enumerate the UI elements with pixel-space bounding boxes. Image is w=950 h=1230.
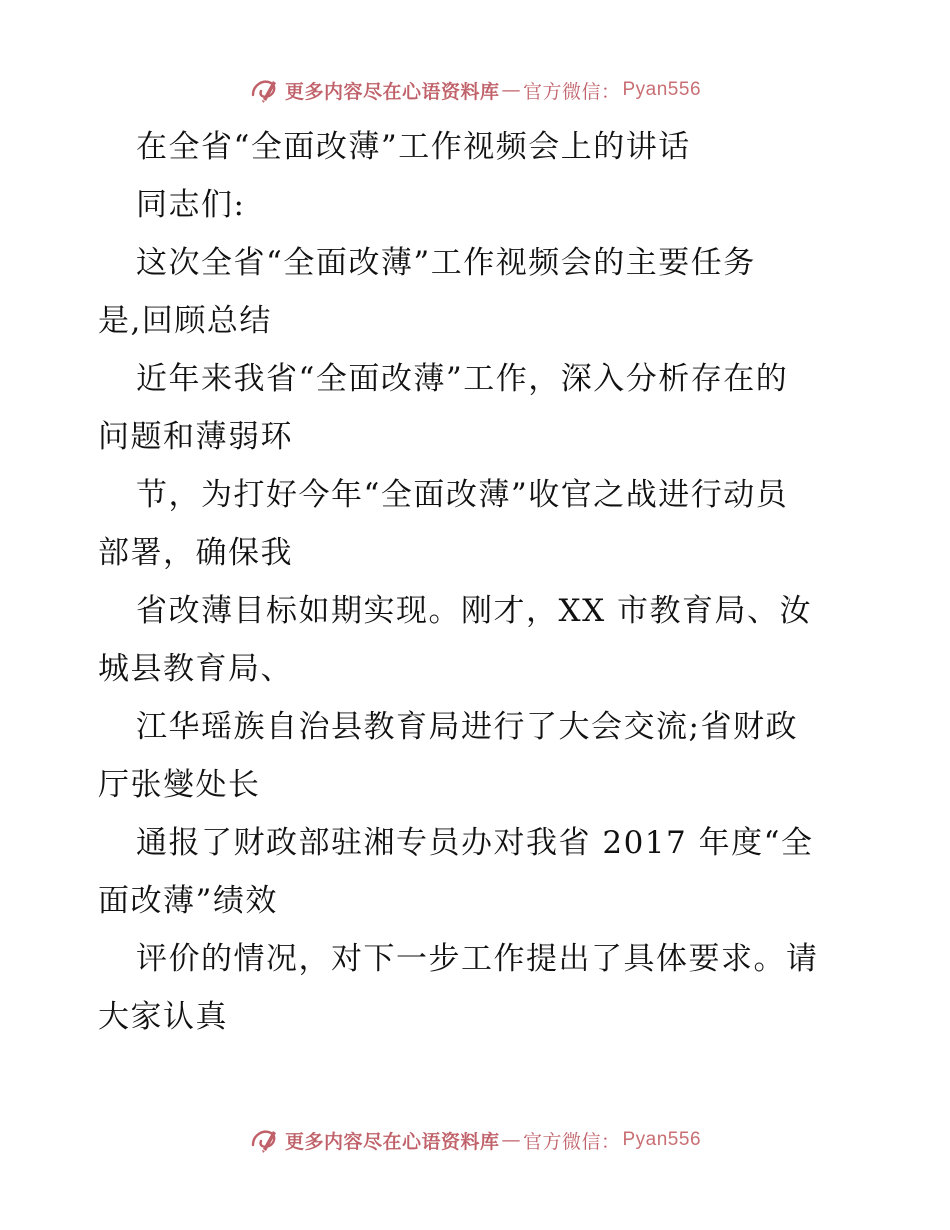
paragraph-line: 节，为打好今年“全面改薄”收官之战进行动员 bbox=[136, 477, 789, 513]
watermark-main-text: 更多内容尽在心语资料库 bbox=[284, 1130, 500, 1153]
watermark-main-text: 更多内容尽在心语资料库 bbox=[284, 80, 500, 103]
watermark-wechat-id: Pyan556 bbox=[622, 1129, 702, 1150]
paragraph-line: 面改薄”绩效 bbox=[98, 883, 278, 919]
paragraph-line: 大家认真 bbox=[98, 999, 228, 1035]
paragraph-line: 评价的情况，对下一步工作提出了具体要求。请 bbox=[136, 941, 819, 977]
document-title: 在全省“全面改薄”工作视频会上的讲话 bbox=[136, 129, 691, 165]
document-body bbox=[98, 118, 858, 1046]
pen-swirl-logo-icon bbox=[249, 1125, 279, 1155]
paragraph-line: 城县教育局、 bbox=[98, 651, 293, 687]
watermark-separator: — bbox=[501, 79, 521, 101]
paragraph-line: 部署，确保我 bbox=[98, 535, 293, 571]
pen-swirl-logo-icon bbox=[249, 75, 279, 105]
watermark-wechat-label: 官方微信： bbox=[522, 80, 621, 103]
paragraph-line: 近年来我省“全面改薄”工作，深入分析存在的 bbox=[136, 361, 789, 397]
paragraph-line: 厅张燮处长 bbox=[98, 767, 261, 803]
watermark-header bbox=[0, 70, 950, 110]
salutation: 同志们: bbox=[136, 187, 246, 223]
paragraph-line: 问题和薄弱环 bbox=[98, 419, 293, 455]
watermark-separator: — bbox=[501, 1129, 521, 1151]
watermark-wechat-label: 官方微信： bbox=[522, 1130, 621, 1153]
paragraph-line: 江华瑶族自治县教育局进行了大会交流;省财政 bbox=[136, 709, 798, 745]
paragraph-line: 省改薄目标如期实现。刚才，XX 市教育局、汝 bbox=[136, 593, 812, 629]
watermark-wechat-id: Pyan556 bbox=[622, 79, 702, 100]
paragraph-line: 是,回顾总结 bbox=[98, 303, 272, 339]
watermark-footer bbox=[0, 1120, 950, 1160]
paragraph-line: 通报了财政部驻湘专员办对我省 2017 年度“全 bbox=[136, 825, 814, 861]
paragraph-line: 这次全省“全面改薄”工作视频会的主要任务 bbox=[136, 245, 756, 281]
